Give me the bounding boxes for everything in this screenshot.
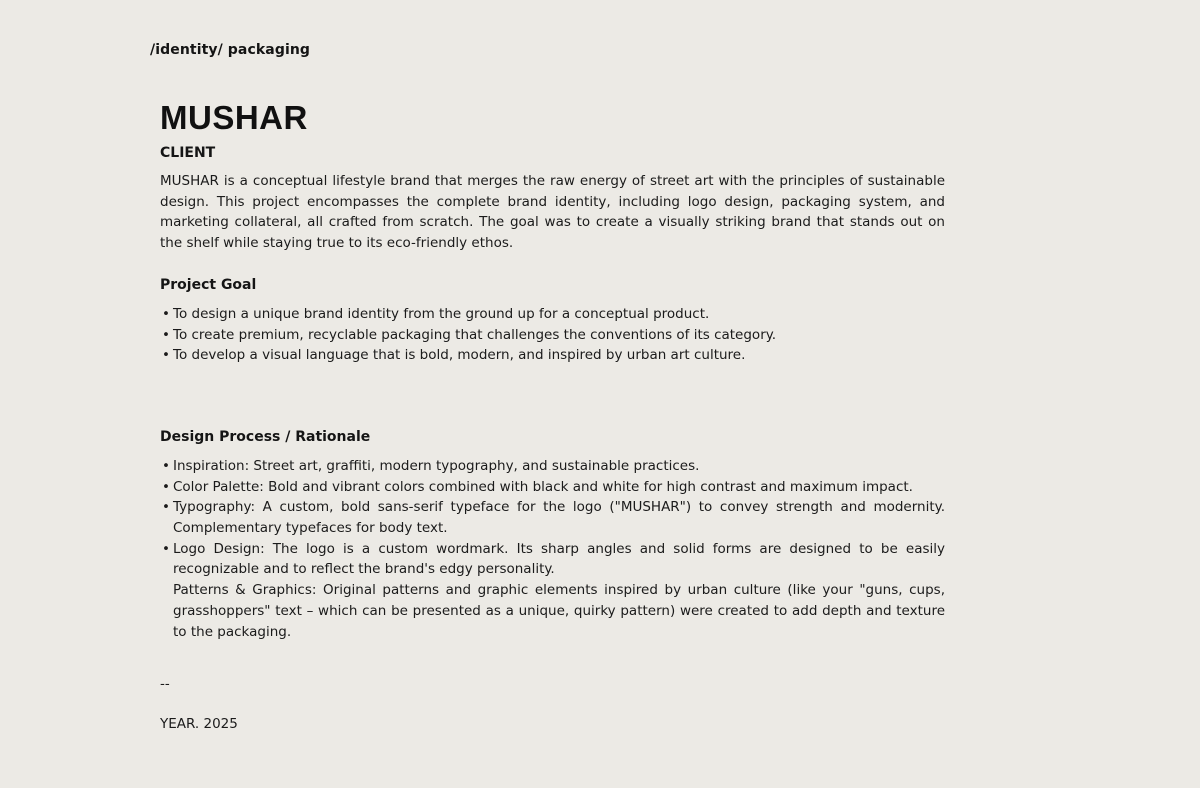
project-goal-heading: Project Goal xyxy=(160,276,257,293)
patterns-graphics-text: Patterns & Graphics: Original patterns and graphic elements inspired by urban culture (like your "guns, cups, grasshoppers" text – which can be presented as a unique, quirky pattern) were created to add depth and texture to the packaging. xyxy=(173,582,945,640)
bullet-dot: • xyxy=(162,326,170,343)
bullet-dot: • xyxy=(162,540,170,557)
list-item-text: Inspiration: Street art, graffiti, modern typography, and sustainable practices. xyxy=(173,457,700,474)
list-item-text: Typography: A custom, bold sans-serif typeface for the logo ("MUSHAR") to convey strength and modernity. Complementary typefaces for body text. xyxy=(173,499,945,537)
bullet-dot: • xyxy=(162,347,170,364)
list-item-text: Color Palette: Bold and vibrant colors combined with black and white for high contrast and maximum impact. xyxy=(173,478,913,495)
list-item xyxy=(160,497,945,538)
bullet-dot: • xyxy=(162,305,170,322)
design-process-heading: Design Process / Rationale xyxy=(160,428,371,445)
separator-dashes: -- xyxy=(160,676,170,693)
project-content xyxy=(160,98,945,734)
project-goal-list xyxy=(160,304,945,366)
list-item xyxy=(160,539,945,643)
list-item-text: To create premium, recyclable packaging that challenges the conventions of its category. xyxy=(173,326,777,343)
list-item-text: Logo Design: The logo is a custom wordmark. Its sharp angles and solid forms are designed to be easily recognizable and to reflect the brand's edgy personality. xyxy=(173,540,945,578)
bullet-dot: • xyxy=(162,478,170,495)
brand-title: MUSHAR xyxy=(160,99,308,136)
breadcrumb: /identity/ packaging xyxy=(150,42,311,58)
project-year: YEAR. 2025 xyxy=(160,716,238,733)
list-item xyxy=(160,456,945,477)
brand-description: MUSHAR is a conceptual lifestyle brand that merges the raw energy of street art with the principles of sustainable design. This project encompasses the complete brand identity, including logo design, packaging system, and marketing collateral, all crafted from scratch. The goal was to create a visually striking brand that stands out on the shelf while staying true to its eco-friendly ethos. xyxy=(160,173,945,252)
design-process-list xyxy=(160,456,945,642)
list-item xyxy=(160,304,945,325)
list-item xyxy=(160,345,945,366)
bullet-dot: • xyxy=(162,457,170,474)
client-label: CLIENT xyxy=(160,145,216,161)
list-item xyxy=(160,325,945,346)
list-item-text: To develop a visual language that is bold, modern, and inspired by urban art culture. xyxy=(173,347,746,364)
list-item-text: To design a unique brand identity from the ground up for a conceptual product. xyxy=(173,305,710,322)
list-item xyxy=(160,477,945,498)
bullet-dot: • xyxy=(162,499,170,516)
